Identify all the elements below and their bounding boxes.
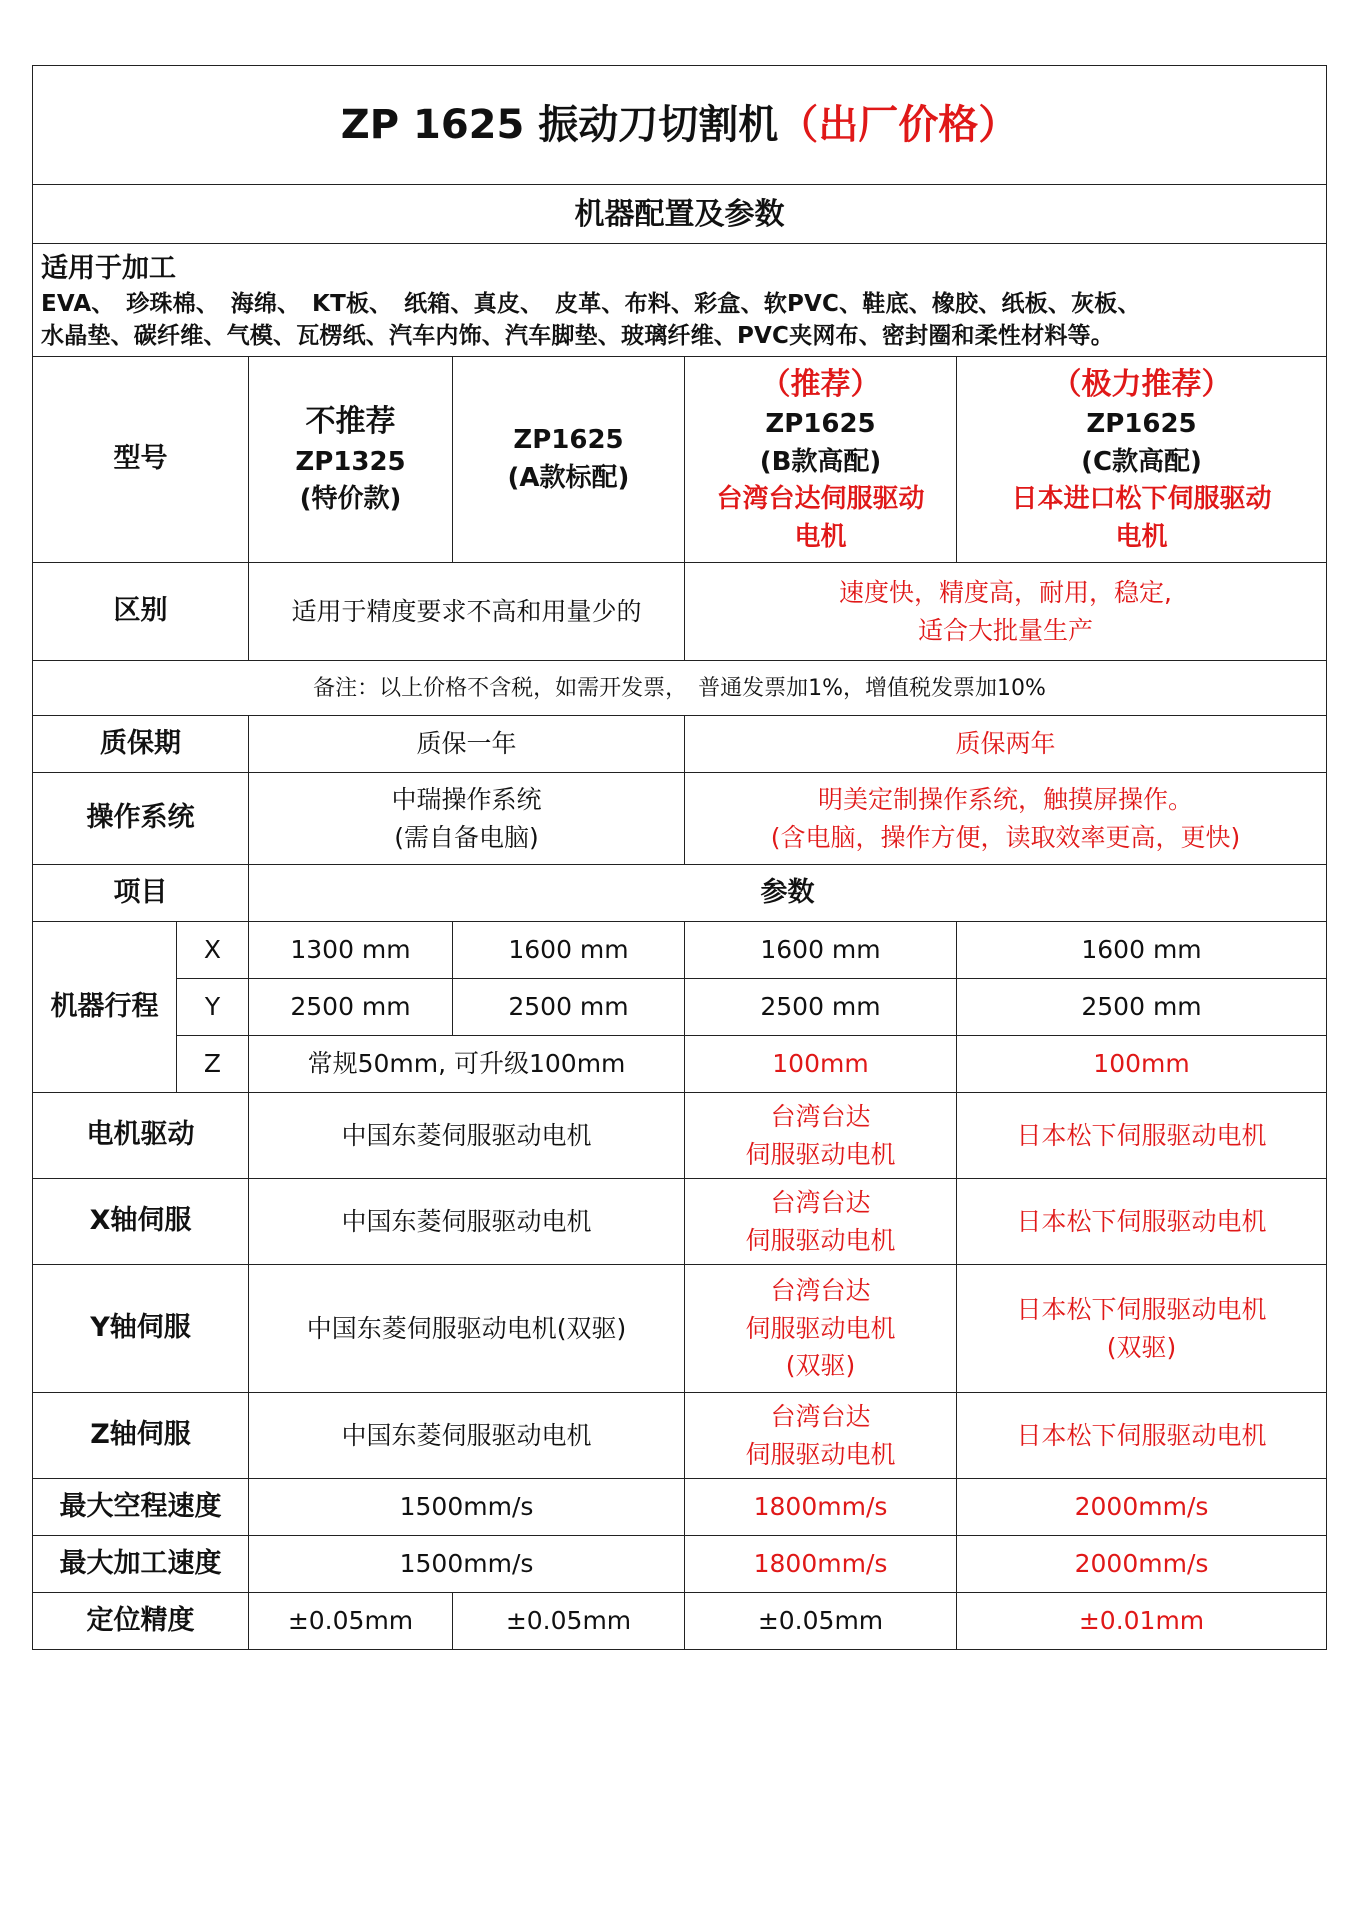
z-servo-b-line-2: 伺服驱动电机 bbox=[745, 1439, 896, 1469]
travel-y-m1: 2500 mm bbox=[249, 979, 453, 1036]
z-servo-label: Z轴伺服 bbox=[33, 1393, 249, 1479]
motor-b bbox=[685, 1093, 957, 1179]
accuracy-m2: ±0.05mm bbox=[453, 1593, 685, 1650]
materials-line-1: EVA、 珍珠棉、 海绵、 KT板、 纸箱、真皮、 皮革、布料、彩盒、软PVC、鞋底、橡胶、纸板、灰板、 bbox=[41, 290, 1141, 317]
model-zp1325 bbox=[249, 357, 453, 563]
motor-label: 电机驱动 bbox=[33, 1093, 249, 1179]
x-servo-standard: 中国东菱伺服驱动电机 bbox=[249, 1179, 685, 1265]
x-servo-b bbox=[685, 1179, 957, 1265]
travel-x-m2: 1600 mm bbox=[453, 922, 685, 979]
model-2-desc: (A款标配) bbox=[507, 462, 630, 493]
item-row bbox=[33, 865, 1327, 922]
os-high-line-2: (含电脑，操作方便，读取效率更高，更快) bbox=[770, 822, 1241, 852]
model-2-name: ZP1625 bbox=[513, 424, 624, 455]
z-servo-row bbox=[33, 1393, 1327, 1479]
applicable-materials bbox=[33, 244, 1327, 357]
y-servo-label: Y轴伺服 bbox=[33, 1265, 249, 1393]
x-servo-label: X轴伺服 bbox=[33, 1179, 249, 1265]
model-3-desc: (B款高配) bbox=[759, 446, 882, 477]
y-servo-b bbox=[685, 1265, 957, 1393]
motor-c: 日本松下伺服驱动电机 bbox=[957, 1093, 1327, 1179]
x-servo-c: 日本松下伺服驱动电机 bbox=[957, 1179, 1327, 1265]
z-servo-standard: 中国东菱伺服驱动电机 bbox=[249, 1393, 685, 1479]
accuracy-label: 定位精度 bbox=[33, 1593, 249, 1650]
travel-y-m3: 2500 mm bbox=[685, 979, 957, 1036]
y-servo-standard: 中国东菱伺服驱动电机(双驱) bbox=[249, 1265, 685, 1393]
max-idle-speed-b: 1800mm/s bbox=[685, 1479, 957, 1536]
materials-line-2: 水晶垫、碳纤维、气模、瓦楞纸、汽车内饰、汽车脚垫、玻璃纤维、PVC夹网布、密封圈和柔性材料等。 bbox=[41, 322, 1114, 349]
warranty-standard: 质保一年 bbox=[249, 716, 685, 773]
travel-z-m4: 100mm bbox=[957, 1036, 1327, 1093]
model-zp1625-a bbox=[453, 357, 685, 563]
model-1-name: ZP1325 bbox=[295, 446, 406, 477]
motor-b-line-2: 伺服驱动电机 bbox=[745, 1139, 896, 1169]
max-idle-speed-label: 最大空程速度 bbox=[33, 1479, 249, 1536]
travel-z-m3: 100mm bbox=[685, 1036, 957, 1093]
z-servo-b-line-1: 台湾台达 bbox=[770, 1402, 871, 1432]
max-work-speed-b: 1800mm/s bbox=[685, 1536, 957, 1593]
applicable-heading: 适用于加工 bbox=[41, 253, 176, 284]
os-label: 操作系统 bbox=[33, 773, 249, 865]
note-row bbox=[33, 661, 1327, 716]
difference-high-line-2: 适合大批量生产 bbox=[918, 615, 1094, 645]
warranty-high: 质保两年 bbox=[685, 716, 1327, 773]
model-3-motor-2: 电机 bbox=[794, 522, 847, 553]
y-servo-b-line-1: 台湾台达 bbox=[770, 1276, 871, 1306]
max-work-speed-label: 最大加工速度 bbox=[33, 1536, 249, 1593]
model-3-tag: （推荐） bbox=[760, 366, 881, 402]
os-high bbox=[685, 773, 1327, 865]
travel-y-row bbox=[33, 979, 1327, 1036]
travel-x-m1: 1300 mm bbox=[249, 922, 453, 979]
param-label: 参数 bbox=[249, 865, 1327, 922]
model-3-motor-1: 台湾台达伺服驱动 bbox=[716, 484, 925, 515]
spec-sheet bbox=[32, 65, 1326, 1650]
travel-z-standard: 常规50mm, 可升级100mm bbox=[249, 1036, 685, 1093]
max-idle-speed-c: 2000mm/s bbox=[957, 1479, 1327, 1536]
model-zp1625-c bbox=[957, 357, 1327, 563]
motor-b-line-1: 台湾台达 bbox=[770, 1102, 871, 1132]
travel-x-row bbox=[33, 922, 1327, 979]
difference-high bbox=[685, 563, 1327, 661]
model-4-motor-2: 电机 bbox=[1115, 522, 1168, 553]
os-standard-line-1: 中瑞操作系统 bbox=[391, 785, 542, 815]
warranty-row bbox=[33, 716, 1327, 773]
page-title bbox=[33, 66, 1327, 185]
y-servo-c bbox=[957, 1265, 1327, 1393]
accuracy-m3: ±0.05mm bbox=[685, 1593, 957, 1650]
accuracy-row bbox=[33, 1593, 1327, 1650]
os-standard-line-2: (需自备电脑) bbox=[394, 822, 539, 852]
accuracy-m4: ±0.01mm bbox=[957, 1593, 1327, 1650]
model-4-name: ZP1625 bbox=[1086, 409, 1197, 440]
motor-standard: 中国东菱伺服驱动电机 bbox=[249, 1093, 685, 1179]
z-servo-c: 日本松下伺服驱动电机 bbox=[957, 1393, 1327, 1479]
max-work-speed-row bbox=[33, 1536, 1327, 1593]
difference-high-line-1: 速度快，精度高，耐用，稳定, bbox=[839, 578, 1172, 608]
difference-label: 区别 bbox=[33, 563, 249, 661]
travel-label: 机器行程 bbox=[33, 922, 177, 1093]
title-row bbox=[33, 66, 1327, 185]
subtitle-row bbox=[33, 185, 1327, 244]
travel-x-m3: 1600 mm bbox=[685, 922, 957, 979]
travel-y-m2: 2500 mm bbox=[453, 979, 685, 1036]
accuracy-m1: ±0.05mm bbox=[249, 1593, 453, 1650]
y-servo-row bbox=[33, 1265, 1327, 1393]
title-main: ZP 1625 振动刀切割机 bbox=[340, 102, 779, 148]
travel-y-m4: 2500 mm bbox=[957, 979, 1327, 1036]
difference-row bbox=[33, 563, 1327, 661]
motor-row bbox=[33, 1093, 1327, 1179]
os-row bbox=[33, 773, 1327, 865]
warranty-label: 质保期 bbox=[33, 716, 249, 773]
max-work-speed-c: 2000mm/s bbox=[957, 1536, 1327, 1593]
model-row bbox=[33, 357, 1327, 563]
model-3-name: ZP1625 bbox=[765, 409, 876, 440]
y-servo-c-line-1: 日本松下伺服驱动电机 bbox=[1016, 1295, 1267, 1325]
x-servo-b-line-2: 伺服驱动电机 bbox=[745, 1225, 896, 1255]
model-label: 型号 bbox=[33, 357, 249, 563]
os-standard bbox=[249, 773, 685, 865]
axis-y: Y bbox=[177, 979, 249, 1036]
axis-z: Z bbox=[177, 1036, 249, 1093]
difference-standard: 适用于精度要求不高和用量少的 bbox=[249, 563, 685, 661]
axis-x: X bbox=[177, 922, 249, 979]
travel-x-m4: 1600 mm bbox=[957, 922, 1327, 979]
spec-table bbox=[32, 65, 1327, 1650]
y-servo-c-line-2: (双驱) bbox=[1106, 1332, 1177, 1362]
x-servo-row bbox=[33, 1179, 1327, 1265]
y-servo-b-line-3: (双驱) bbox=[785, 1351, 856, 1381]
model-4-motor-1: 日本进口松下伺服驱动 bbox=[1011, 484, 1272, 515]
model-4-tag: （极力推荐） bbox=[1051, 366, 1232, 402]
model-1-desc: (特价款) bbox=[299, 484, 402, 515]
model-4-desc: (C款高配) bbox=[1081, 446, 1202, 477]
model-zp1625-b bbox=[685, 357, 957, 563]
section-title: 机器配置及参数 bbox=[33, 185, 1327, 244]
price-note: 备注：以上价格不含税，如需开发票， 普通发票加1%，增值税发票加10% bbox=[33, 661, 1327, 716]
os-high-line-1: 明美定制操作系统，触摸屏操作。 bbox=[818, 785, 1194, 815]
y-servo-b-line-2: 伺服驱动电机 bbox=[745, 1313, 896, 1343]
max-work-speed-standard: 1500mm/s bbox=[249, 1536, 685, 1593]
model-1-tag: 不推荐 bbox=[305, 404, 396, 440]
travel-z-row bbox=[33, 1036, 1327, 1093]
x-servo-b-line-1: 台湾台达 bbox=[770, 1188, 871, 1218]
applicable-row bbox=[33, 244, 1327, 357]
max-idle-speed-standard: 1500mm/s bbox=[249, 1479, 685, 1536]
title-suffix: （出厂价格） bbox=[778, 102, 1019, 148]
item-label: 项目 bbox=[33, 865, 249, 922]
z-servo-b bbox=[685, 1393, 957, 1479]
max-idle-speed-row bbox=[33, 1479, 1327, 1536]
